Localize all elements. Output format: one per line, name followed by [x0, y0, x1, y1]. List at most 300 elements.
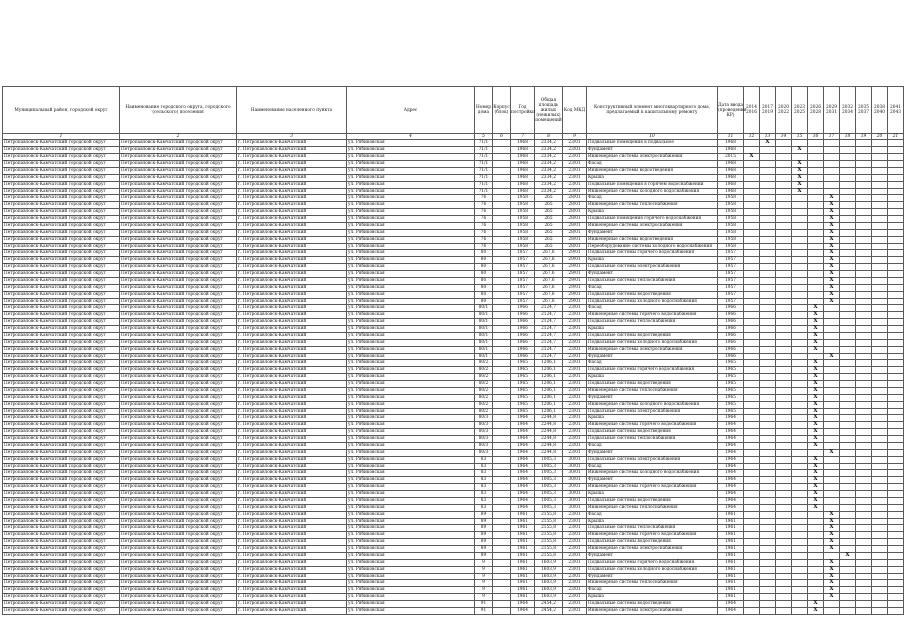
settlement-cell: Петропавловск-Камчатский городской округ [120, 497, 237, 504]
building-code-cell: 30/01 [563, 463, 587, 470]
table-row [3, 326, 904, 333]
commission-date-cell: 1965 [718, 360, 744, 367]
settlement-cell: Петропавловск-Камчатский городской округ [120, 511, 237, 518]
table-row [3, 291, 904, 298]
period-cell [888, 559, 904, 566]
period-cell [776, 209, 792, 216]
period-cell [792, 243, 808, 250]
period-cell [744, 408, 760, 415]
area-cell: 267,6 [535, 284, 563, 291]
period-cell [840, 250, 856, 257]
street-cell: ул. Рябиковская [347, 174, 475, 181]
street-cell: ул. Рябиковская [347, 250, 475, 257]
period-cell [776, 477, 792, 484]
repair-element-cell: Подвальные системы электроснабжения [587, 456, 718, 463]
period-cell [840, 209, 856, 216]
district-cell: Петропавловск-Камчатский городской округ [3, 552, 120, 559]
period-cell [776, 346, 792, 353]
commission-date-cell: 1964 [718, 491, 744, 498]
locality-cell: г. Петропавловск-Камчатский [237, 491, 347, 498]
settlement-cell: Петропавловск-Камчатский городской округ [120, 491, 237, 498]
period-cell: X [808, 381, 824, 388]
repair-element-cell: Подвальные системы водоотведения [587, 291, 718, 298]
period-cell [888, 271, 904, 278]
period-cell: X [808, 442, 824, 449]
period-cell [872, 188, 888, 195]
column-header: 2014 2016 [744, 87, 760, 134]
period-cell [744, 463, 760, 470]
building-code-cell: 23/01 [563, 312, 587, 319]
locality-cell: г. Петропавловск-Камчатский [237, 195, 347, 202]
period-cell: X [808, 491, 824, 498]
repair-element-cell: Инженерные системы теплоснабжения [587, 580, 718, 587]
period-cell: X [824, 532, 840, 539]
locality-cell: г. Петропавловск-Камчатский [237, 436, 347, 443]
period-cell [888, 305, 904, 312]
build-year-cell: 1964 [511, 422, 535, 429]
street-cell: ул. Рябиковская [347, 202, 475, 209]
period-cell: X [824, 291, 840, 298]
column-number: 18 [840, 134, 856, 140]
period-cell [872, 202, 888, 209]
period-cell: X [824, 449, 840, 456]
repair-element-cell: Фундамент [587, 477, 718, 484]
commission-date-cell: 1966 [718, 332, 744, 339]
period-cell [760, 387, 776, 394]
repair-element-cell: Подвальные системы холодного водоснабжения [587, 298, 718, 305]
building-code-cell: 23/01 [563, 140, 587, 147]
street-cell: ул. Рябиковская [347, 587, 475, 594]
period-cell: X [824, 257, 840, 264]
period-cell: X [744, 154, 760, 161]
period-cell [760, 408, 776, 415]
building-block-cell [493, 518, 511, 525]
house-number-cell: 80/1 [475, 353, 493, 360]
building-code-cell: 29/01 [563, 291, 587, 298]
settlement-cell: Петропавловск-Камчатский городской округ [120, 353, 237, 360]
period-cell [744, 497, 760, 504]
settlement-cell: Петропавловск-Камчатский городской округ [120, 305, 237, 312]
settlement-cell: Петропавловск-Камчатский городской округ [120, 284, 237, 291]
period-cell [872, 394, 888, 401]
period-cell [856, 167, 872, 174]
period-cell [744, 250, 760, 257]
period-cell [840, 497, 856, 504]
commission-date-cell: 1961 [718, 566, 744, 573]
settlement-cell: Петропавловск-Камчатский городской округ [120, 504, 237, 511]
house-number-cell: 80/3 [475, 422, 493, 429]
district-cell: Петропавловск-Камчатский городской округ [3, 436, 120, 443]
house-number-cell: 80 [475, 291, 493, 298]
period-cell [888, 209, 904, 216]
settlement-cell: Петропавловск-Камчатский городской округ [120, 312, 237, 319]
area-cell: 1005,3 [535, 504, 563, 511]
period-cell [776, 594, 792, 601]
period-cell [760, 422, 776, 429]
building-block-cell [493, 174, 511, 181]
period-cell [856, 332, 872, 339]
commission-date-cell: 1966 [718, 346, 744, 353]
building-block-cell [493, 236, 511, 243]
build-year-cell: 1961 [511, 573, 535, 580]
period-cell [872, 291, 888, 298]
period-cell [792, 401, 808, 408]
period-cell [792, 429, 808, 436]
area-cell: 2124,7 [535, 319, 563, 326]
period-cell [872, 497, 888, 504]
period-cell [872, 222, 888, 229]
period-cell [744, 381, 760, 388]
period-cell [792, 539, 808, 546]
building-block-cell [493, 525, 511, 532]
period-cell [856, 449, 872, 456]
period-cell [840, 298, 856, 305]
locality-cell: г. Петропавловск-Камчатский [237, 415, 347, 422]
period-cell [888, 243, 904, 250]
period-cell [808, 167, 824, 174]
period-cell [760, 346, 776, 353]
locality-cell: г. Петропавловск-Камчатский [237, 504, 347, 511]
period-cell [840, 442, 856, 449]
period-cell [872, 332, 888, 339]
locality-cell: г. Петропавловск-Камчатский [237, 339, 347, 346]
district-cell: Петропавловск-Камчатский городской округ [3, 497, 120, 504]
street-cell: ул. Рябиковская [347, 277, 475, 284]
locality-cell: г. Петропавловск-Камчатский [237, 298, 347, 305]
district-cell: Петропавловск-Камчатский городской округ [3, 594, 120, 601]
house-number-cell: 80 [475, 298, 493, 305]
period-cell [872, 587, 888, 594]
building-block-cell [493, 140, 511, 147]
area-cell: 2155,8 [535, 539, 563, 546]
district-cell: Петропавловск-Камчатский городской округ [3, 394, 120, 401]
period-cell [744, 353, 760, 360]
house-number-cell: 80/1 [475, 312, 493, 319]
period-cell [792, 195, 808, 202]
locality-cell: г. Петропавловск-Камчатский [237, 154, 347, 161]
building-block-cell [493, 449, 511, 456]
period-cell [792, 374, 808, 381]
commission-date-cell: 1961 [718, 594, 744, 601]
period-cell: X [824, 222, 840, 229]
house-number-cell: 83 [475, 456, 493, 463]
table-row [3, 174, 904, 181]
locality-cell: г. Петропавловск-Камчатский [237, 222, 347, 229]
area-cell: 2334,2 [535, 167, 563, 174]
period-cell [776, 181, 792, 188]
period-cell [856, 181, 872, 188]
area-cell: 265 [535, 216, 563, 223]
period-cell [888, 497, 904, 504]
period-cell [760, 202, 776, 209]
commission-date-cell: 1965 [718, 381, 744, 388]
period-cell [856, 374, 872, 381]
area-cell: 1005,3 [535, 484, 563, 491]
period-cell [824, 374, 840, 381]
building-block-cell [493, 167, 511, 174]
period-cell [824, 381, 840, 388]
building-code-cell: 23/01 [563, 381, 587, 388]
building-code-cell: 23/01 [563, 332, 587, 339]
period-cell [776, 326, 792, 333]
period-cell: X [824, 298, 840, 305]
period-cell [760, 539, 776, 546]
commission-date-cell: 1958 [718, 195, 744, 202]
period-cell [744, 332, 760, 339]
build-year-cell: 1968 [511, 181, 535, 188]
street-cell: ул. Рябиковская [347, 147, 475, 154]
period-cell [760, 381, 776, 388]
period-cell [840, 436, 856, 443]
period-cell [776, 601, 792, 608]
period-cell: X [808, 394, 824, 401]
period-cell [776, 222, 792, 229]
building-block-cell [493, 209, 511, 216]
locality-cell: г. Петропавловск-Камчатский [237, 229, 347, 236]
period-cell [744, 415, 760, 422]
period-cell [856, 326, 872, 333]
locality-cell: г. Петропавловск-Камчатский [237, 477, 347, 484]
street-cell: ул. Рябиковская [347, 339, 475, 346]
period-cell [776, 546, 792, 553]
area-cell: 1603,9 [535, 594, 563, 601]
house-number-cell: 80 [475, 250, 493, 257]
period-cell [744, 484, 760, 491]
period-cell: X [808, 408, 824, 415]
repair-element-cell: Крыша [587, 374, 718, 381]
area-cell: 1206,1 [535, 394, 563, 401]
period-cell [824, 456, 840, 463]
table-row [3, 525, 904, 532]
district-cell: Петропавловск-Камчатский городской округ [3, 573, 120, 580]
area-cell: 2155,8 [535, 532, 563, 539]
period-cell [872, 305, 888, 312]
commission-date-cell: 1961 [718, 546, 744, 553]
building-block-cell [493, 546, 511, 553]
building-code-cell: 28/01 [563, 229, 587, 236]
period-cell [856, 154, 872, 161]
building-code-cell: 28/01 [563, 202, 587, 209]
building-block-cell [493, 484, 511, 491]
area-cell: 1005,3 [535, 477, 563, 484]
district-cell: Петропавловск-Камчатский городской округ [3, 566, 120, 573]
period-cell [744, 291, 760, 298]
commission-date-cell: 1966 [718, 305, 744, 312]
building-block-cell [493, 387, 511, 394]
period-cell [792, 566, 808, 573]
period-cell [776, 298, 792, 305]
street-cell: ул. Рябиковская [347, 442, 475, 449]
district-cell: Петропавловск-Камчатский городской округ [3, 243, 120, 250]
building-block-cell [493, 532, 511, 539]
period-cell [824, 367, 840, 374]
commission-date-cell: 1964 [718, 415, 744, 422]
period-cell [888, 587, 904, 594]
building-block-cell [493, 243, 511, 250]
settlement-cell: Петропавловск-Камчатский городской округ [120, 449, 237, 456]
period-cell [872, 573, 888, 580]
locality-cell: г. Петропавловск-Камчатский [237, 250, 347, 257]
build-year-cell: 1958 [511, 216, 535, 223]
table-row [3, 539, 904, 546]
period-cell [840, 580, 856, 587]
building-block-cell [493, 401, 511, 408]
period-cell [760, 546, 776, 553]
commission-date-cell: 1965 [718, 367, 744, 374]
period-cell [840, 491, 856, 498]
period-cell [856, 497, 872, 504]
period-cell [744, 305, 760, 312]
building-block-cell [493, 456, 511, 463]
street-cell: ул. Рябиковская [347, 532, 475, 539]
house-number-cell: 80/3 [475, 436, 493, 443]
period-cell: X [824, 195, 840, 202]
building-block-cell [493, 147, 511, 154]
table-row [3, 222, 904, 229]
district-cell: Петропавловск-Камчатский городской округ [3, 484, 120, 491]
area-cell: 2155,8 [535, 525, 563, 532]
period-cell [792, 601, 808, 608]
period-cell [776, 250, 792, 257]
period-cell [744, 552, 760, 559]
street-cell: ул. Рябиковская [347, 326, 475, 333]
locality-cell: г. Петропавловск-Камчатский [237, 587, 347, 594]
street-cell: ул. Рябиковская [347, 264, 475, 271]
building-block-cell [493, 332, 511, 339]
settlement-cell: Петропавловск-Камчатский городской округ [120, 566, 237, 573]
period-cell [744, 587, 760, 594]
period-cell [760, 174, 776, 181]
area-cell: 265 [535, 243, 563, 250]
district-cell: Петропавловск-Камчатский городской округ [3, 250, 120, 257]
district-cell: Петропавловск-Камчатский городской округ [3, 580, 120, 587]
settlement-cell: Петропавловск-Камчатский городской округ [120, 264, 237, 271]
column-header: Дата ввода (проведения КР) [718, 87, 744, 134]
period-cell [760, 167, 776, 174]
house-number-cell: 76 [475, 243, 493, 250]
building-code-cell: 29/01 [563, 277, 587, 284]
period-cell [760, 415, 776, 422]
building-block-cell [493, 415, 511, 422]
locality-cell: г. Петропавловск-Камчатский [237, 607, 347, 614]
period-cell [888, 381, 904, 388]
period-cell: X [824, 250, 840, 257]
district-cell: Петропавловск-Камчатский городской округ [3, 511, 120, 518]
street-cell: ул. Рябиковская [347, 312, 475, 319]
period-cell [760, 470, 776, 477]
period-cell [792, 202, 808, 209]
period-cell [776, 539, 792, 546]
build-year-cell: 1968 [511, 161, 535, 168]
table-row [3, 195, 904, 202]
area-cell: 1206,1 [535, 374, 563, 381]
period-cell [856, 236, 872, 243]
locality-cell: г. Петропавловск-Камчатский [237, 401, 347, 408]
building-code-cell: 23/01 [563, 607, 587, 614]
locality-cell: г. Петропавловск-Камчатский [237, 346, 347, 353]
period-cell [872, 147, 888, 154]
column-number: 6 [493, 134, 511, 140]
district-cell: Петропавловск-Камчатский городской округ [3, 140, 120, 147]
district-cell: Петропавловск-Камчатский городской округ [3, 222, 120, 229]
period-cell [808, 236, 824, 243]
period-cell [824, 497, 840, 504]
period-cell [888, 511, 904, 518]
period-cell [888, 353, 904, 360]
period-cell: X [824, 229, 840, 236]
building-block-cell [493, 353, 511, 360]
repair-element-cell: Фундамент [587, 449, 718, 456]
period-cell [744, 394, 760, 401]
area-cell: 265 [535, 195, 563, 202]
locality-cell: г. Петропавловск-Камчатский [237, 497, 347, 504]
street-cell: ул. Рябиковская [347, 222, 475, 229]
period-cell [776, 525, 792, 532]
locality-cell: г. Петропавловск-Камчатский [237, 209, 347, 216]
period-cell [792, 587, 808, 594]
settlement-cell: Петропавловск-Камчатский городской округ [120, 477, 237, 484]
period-cell [824, 422, 840, 429]
period-cell: X [808, 374, 824, 381]
period-cell [824, 601, 840, 608]
period-cell [872, 539, 888, 546]
period-cell [824, 332, 840, 339]
period-cell [872, 436, 888, 443]
district-cell: Петропавловск-Камчатский городской округ [3, 353, 120, 360]
period-cell: X [808, 326, 824, 333]
period-cell [840, 449, 856, 456]
commission-date-cell: 1965 [718, 387, 744, 394]
period-cell [792, 264, 808, 271]
period-cell [872, 429, 888, 436]
period-cell [888, 449, 904, 456]
period-cell [808, 552, 824, 559]
period-cell: X [808, 436, 824, 443]
period-cell [824, 319, 840, 326]
house-number-cell: 80/2 [475, 360, 493, 367]
period-cell [776, 277, 792, 284]
table-row [3, 229, 904, 236]
building-block-cell [493, 305, 511, 312]
district-cell: Петропавловск-Камчатский городской округ [3, 387, 120, 394]
building-block-cell [493, 202, 511, 209]
period-cell [824, 154, 840, 161]
repair-element-cell: Крыша [587, 174, 718, 181]
area-cell: 1603,9 [535, 587, 563, 594]
period-cell [856, 401, 872, 408]
settlement-cell: Петропавловск-Камчатский городской округ [120, 552, 237, 559]
period-cell [760, 491, 776, 498]
building-block-cell [493, 552, 511, 559]
period-cell [856, 188, 872, 195]
build-year-cell: 1961 [511, 566, 535, 573]
capital-repair-table [2, 86, 904, 615]
house-number-cell: 71/1 [475, 147, 493, 154]
period-cell [744, 442, 760, 449]
table-row [3, 394, 904, 401]
period-cell [872, 511, 888, 518]
period-cell [792, 518, 808, 525]
settlement-cell: Петропавловск-Камчатский городской округ [120, 429, 237, 436]
period-cell [888, 229, 904, 236]
house-number-cell: 76 [475, 229, 493, 236]
period-cell [888, 257, 904, 264]
house-number-cell: 80 [475, 264, 493, 271]
building-code-cell: 23/01 [563, 422, 587, 429]
street-cell: ул. Рябиковская [347, 161, 475, 168]
column-header: 2032 2034 [840, 87, 856, 134]
period-cell [856, 339, 872, 346]
